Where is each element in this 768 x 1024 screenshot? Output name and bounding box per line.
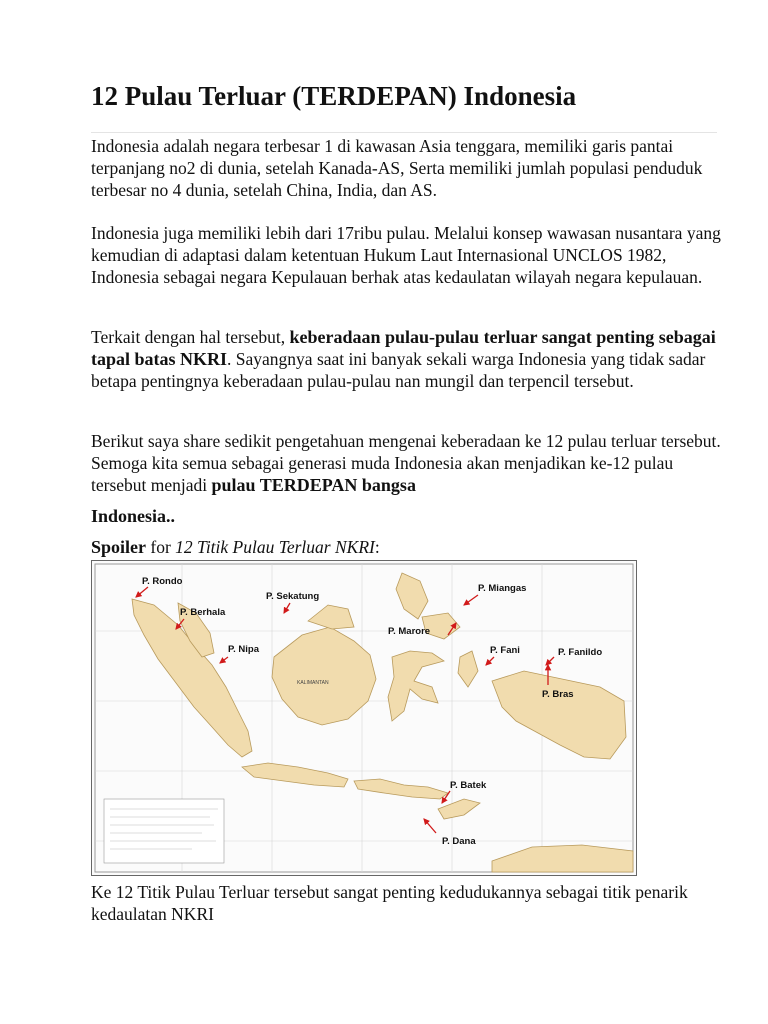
label-p-berhala: P. Berhala bbox=[180, 607, 226, 618]
region-label-kalimantan: KALIMANTAN bbox=[297, 680, 329, 686]
spoiler-line bbox=[91, 536, 731, 558]
map-legend bbox=[104, 799, 224, 863]
label-p-rondo: P. Rondo bbox=[142, 576, 183, 587]
paragraph-share bbox=[91, 430, 731, 496]
label-p-sekatung: P. Sekatung bbox=[266, 591, 320, 602]
p3-text-pre: Terkait dengan hal tersebut, bbox=[91, 327, 290, 347]
indonesia-outer-islands-map bbox=[91, 560, 637, 876]
page-title: 12 Pulau Terluar (TERDEPAN) Indonesia bbox=[91, 81, 577, 111]
label-p-miangas: P. Miangas bbox=[478, 583, 527, 594]
paragraph-unclos: Indonesia juga memiliki lebih dari 17ribu pulau. Melalui konsep wawasan nusantara yang kemudian di adaptasi dalam ketentuan Hukum Laut Internasional UNCLOS 1982, Indonesia sebagai negara Kepulauan berhak atas kedaulatan wilayah negara kepulauan. bbox=[91, 223, 721, 287]
p3-text-bold: keberadaan pulau-pulau terluar sangat penting sebagai tapal batas NKRI bbox=[91, 327, 716, 369]
paragraph-closing: Ke 12 Titik Pulau Terluar tersebut sangat penting kedudukannya sebagai titik penarik kedaulatan NKRI bbox=[91, 882, 688, 924]
paragraph-intro: Indonesia adalah negara terbesar 1 di kawasan Asia tenggara, memiliki garis pantai terpanjang no2 di dunia, setelah Kanada-AS, Serta memiliki jumlah populasi penduduk terbesar no 4 dunia, setelah China, India, dan AS. bbox=[91, 136, 703, 200]
label-p-fani: P. Fani bbox=[490, 645, 520, 656]
spoiler-colon: : bbox=[374, 537, 380, 557]
map-svg bbox=[92, 561, 636, 875]
p4-text-pre: Berikut saya share sedikit pengetahuan mengenai keberadaan ke 12 pulau terluar tersebut. Semoga kita semua sebagai generasi muda Indonesia akan menjadikan ke-12 pulau tersebut menjadi bbox=[91, 431, 721, 495]
paragraph-importance bbox=[91, 326, 731, 392]
spoiler-for: for bbox=[146, 537, 176, 557]
title-divider bbox=[91, 132, 717, 133]
label-p-marore: P. Marore bbox=[388, 626, 431, 637]
p3-text-post: . Sayangnya saat ini banyak sekali warga Indonesia yang tidak sadar betapa pentingnya keberadaan pulau-pulau nan mungil dan terpencil tersebut. bbox=[91, 349, 706, 391]
label-p-bras: P. Bras bbox=[542, 689, 574, 700]
spoiler-title: 12 Titik Pulau Terluar NKRI bbox=[175, 537, 375, 557]
paragraph-indonesia: Indonesia.. bbox=[91, 506, 176, 526]
p4-text-bold: pulau TERDEPAN bangsa bbox=[211, 475, 416, 495]
label-p-batek: P. Batek bbox=[450, 780, 487, 791]
label-p-dana: P. Dana bbox=[442, 836, 476, 847]
label-p-nipa: P. Nipa bbox=[228, 644, 259, 655]
spoiler-label[interactable]: Spoiler bbox=[91, 537, 147, 557]
label-p-fanildo: P. Fanildo bbox=[558, 647, 603, 658]
